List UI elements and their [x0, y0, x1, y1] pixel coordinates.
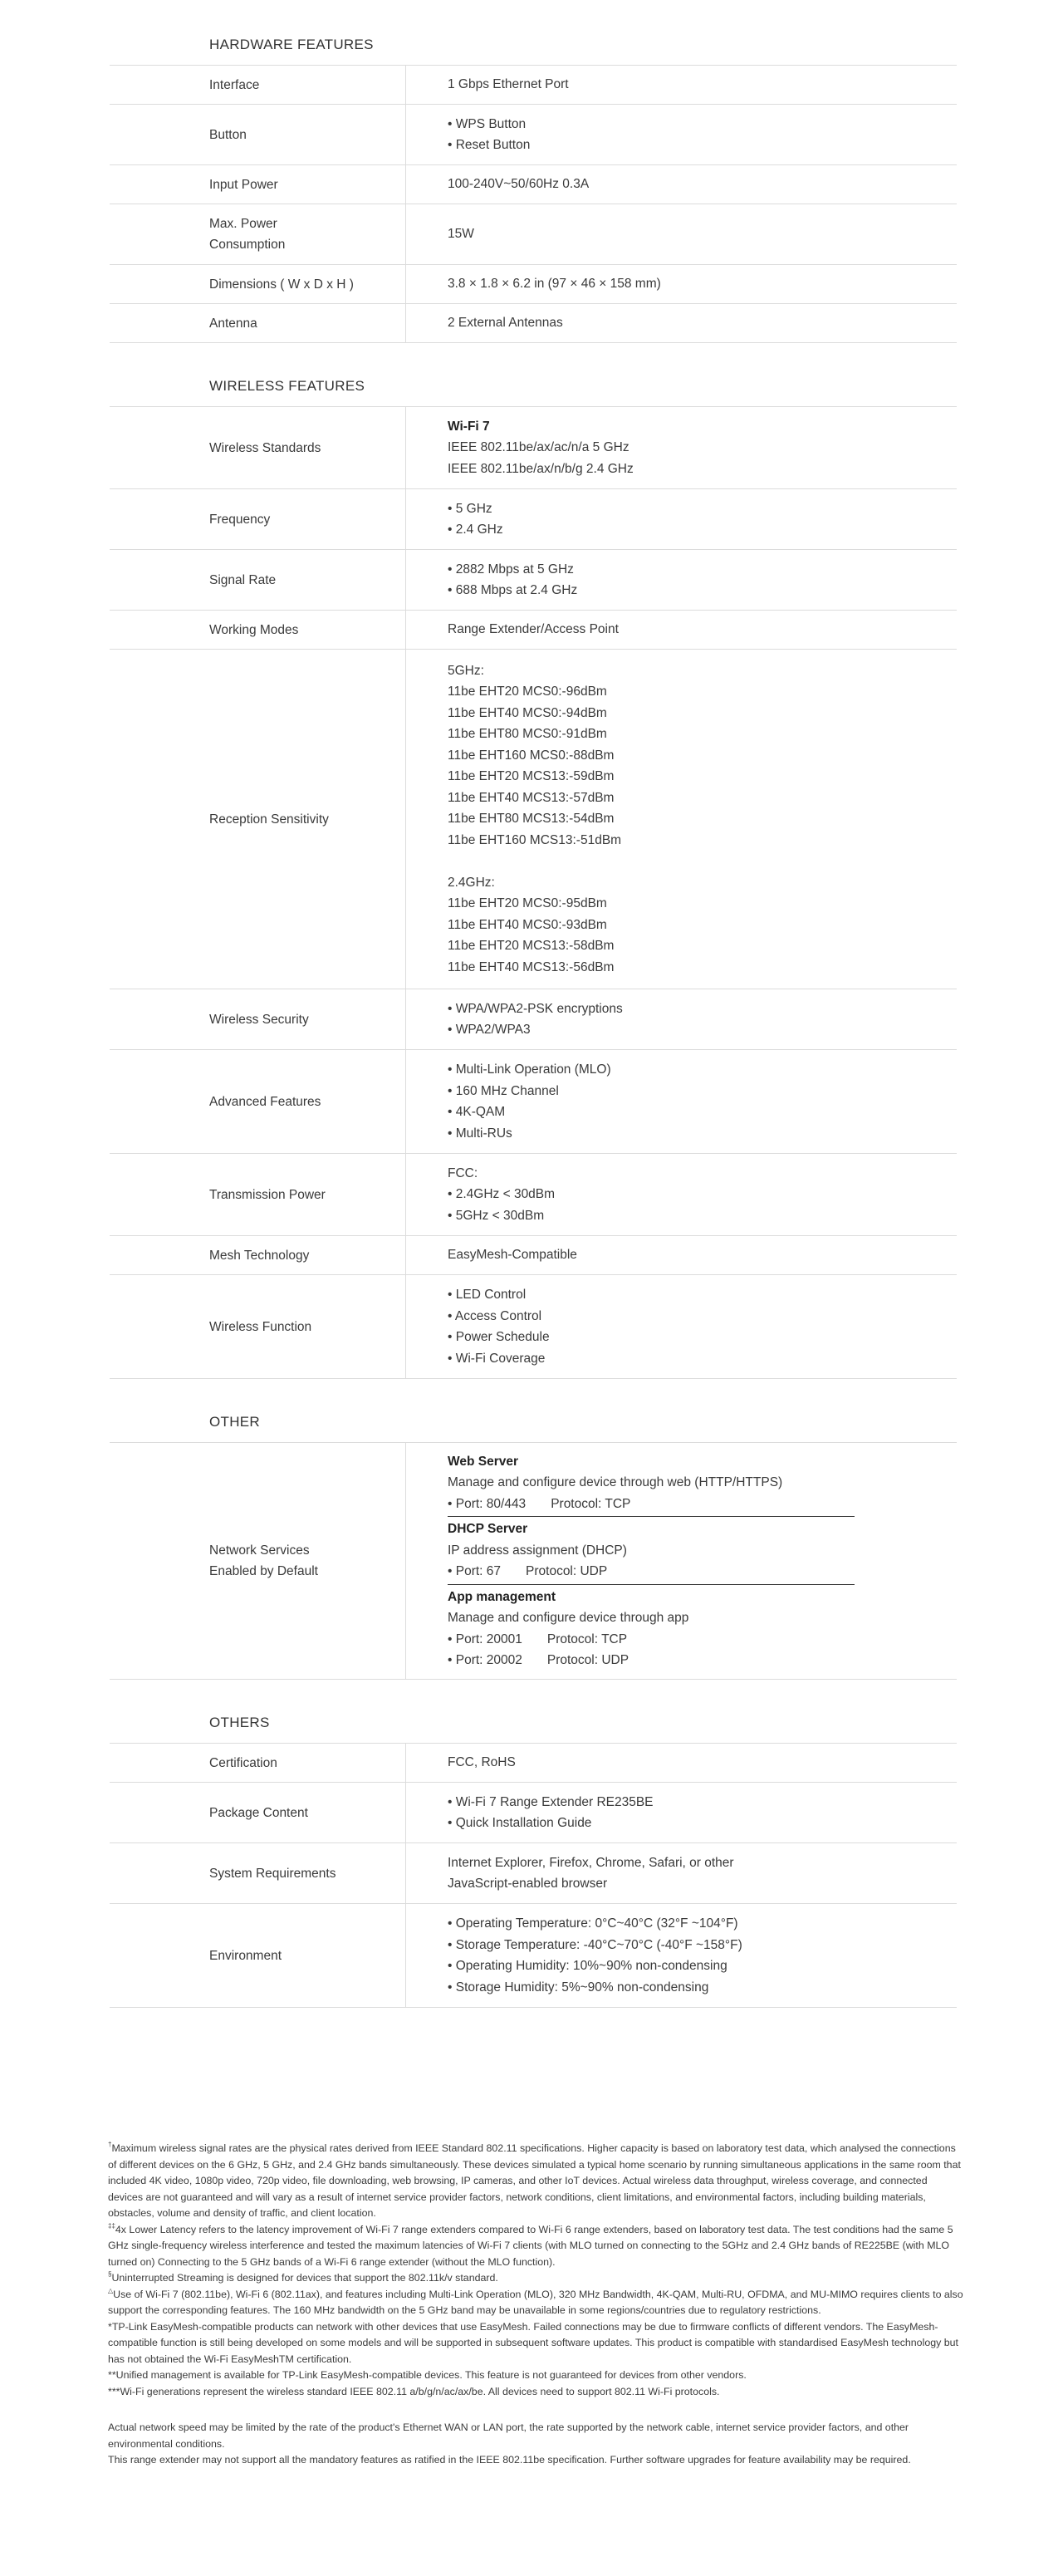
section-title: HARDWARE FEATURES: [209, 37, 374, 52]
footnote: ***Wi-Fi generations represent the wireless standard IEEE 802.11 a/b/g/n/ac/ax/be. All devices need to support 802.11 Wi-Fi protocols.: [108, 2385, 720, 2397]
spec-label: Input Power: [110, 165, 406, 204]
spec-row-network-services: [110, 1443, 957, 1680]
service-app-management: App management Manage and configure device through app • Port: 20001 Protocol: TCP • Port: 20002 Protocol: UDP: [448, 1589, 689, 1667]
divider: [448, 1516, 855, 1517]
spec-value: • WPS Button • Reset Button: [448, 116, 531, 152]
spec-value: Wi-Fi 7 IEEE 802.11be/ax/ac/n/a 5 GHz IEEE 802.11be/ax/n/b/g 2.4 GHz: [448, 419, 634, 476]
footnote: †Maximum wireless signal rates are the physical rates derived from IEEE Standard 802.11 specifications. Higher capacity is based on laboratory test data, which analysed the connections of different devices on the 6 GHz, 5 GHz, and 2.4 GHz bands simultaneously. These devices simulated a typical home scenario by running simultaneous applications in the same room that included 4K video, 1080p video, 720p video, file downloading, web browsing, IP cameras, and other IoT devices. Actual wireless data throughput, wireless coverage, and connected devices are not guaranteed and will vary as a result of internet service provider factors, network conditions, client limitations, and environmental factors, including building materials, obstacles, volume and density of traffic, and client location.: [108, 2141, 961, 2219]
spec-row-working-modes: [110, 611, 957, 650]
spec-row-wireless-security: [110, 989, 957, 1050]
spec-label: Certification: [110, 1744, 406, 1782]
spec-value: [406, 1443, 957, 1679]
spec-label: Dimensions ( W x D x H ): [110, 265, 406, 303]
spec-value: 15W: [448, 227, 474, 242]
spec-label: Interface: [110, 66, 406, 104]
spec-label: Wireless Standards: [110, 407, 406, 488]
spec-value: 100-240V~50/60Hz 0.3A: [448, 177, 590, 192]
spec-table: [110, 0, 957, 2008]
spec-value: FCC: • 2.4GHz < 30dBm • 5GHz < 30dBm: [448, 1165, 556, 1223]
footnote: △Use of Wi-Fi 7 (802.11be), Wi-Fi 6 (802.11ax), and features including Multi-Link Operation (MLO), 320 MHz Bandwidth, 4K-QAM, Multi-RU, OFDMA, and MU-MIMO requires clients to also support the corresponding features. The 160 MHz bandwidth on the 5 GHz band may be unavailable in some regions/countries due to regulatory restrictions.: [108, 2286, 963, 2316]
spec-value: • Operating Temperature: 0°C~40°C (32°F ~104°F) • Storage Temperature: -40°C~70°C (-40°F ~158°F) • Operating Humidity: 10%~90% non-condensing • Storage Humidity: 5%~90% non-condensing: [448, 1916, 742, 1995]
spec-row-wireless-standards: [110, 407, 957, 489]
spec-value: 5GHz: 11be EHT20 MCS0:-96dBm 11be EHT40 MCS0:-94dBm 11be EHT80 MCS0:-91dBm 11be EHT160 MCS0:-88dBm 11be EHT20 MCS13:-59dBm 11be EHT40 MCS13:-57dBm 11be EHT80 MCS13:-54dBm 11be EHT160 MCS13:-51dBm 2.4GHz: 11be EHT20 MCS0:-95dBm 11be EHT40 MCS0:-93dBm 11be EHT20 MCS13:-58dBm 11be EHT40 MCS13:-56dBm: [448, 663, 622, 974]
spec-label: Reception Sensitivity: [110, 650, 406, 989]
divider: [448, 1584, 855, 1585]
spec-row-package-content: [110, 1783, 957, 1843]
spec-label: Working Modes: [110, 611, 406, 649]
spec-label: Network Services Enabled by Default: [110, 1443, 406, 1679]
service-web-server: Web Server Manage and configure device through web (HTTP/HTTPS) • Port: 80/443 Protocol: TCP: [448, 1451, 855, 1519]
note: Actual network speed may be limited by the rate of the product's Ethernet WAN or LAN port, the rate supported by the network cable, internet service provider factors, and other environmental conditions.: [108, 2421, 909, 2450]
spec-row-advanced-features: [110, 1050, 957, 1154]
spec-value: Range Extender/Access Point: [448, 622, 619, 637]
section-other: [110, 1379, 957, 1680]
spec-label: Environment: [110, 1904, 406, 2007]
spec-value: FCC, RoHS: [448, 1755, 516, 1770]
spec-row-transmission-power: [110, 1154, 957, 1236]
spec-label: Wireless Function: [110, 1275, 406, 1378]
footnote: §Uninterrupted Streaming is designed for devices that support the 802.11k/v standard.: [108, 2270, 498, 2284]
spec-value: EasyMesh-Compatible: [448, 1248, 577, 1263]
spec-label: Signal Rate: [110, 550, 406, 610]
spec-label: System Requirements: [110, 1843, 406, 1903]
spec-value: Internet Explorer, Firefox, Chrome, Safari, or other JavaScript-enabled browser: [448, 1855, 734, 1891]
spec-value: 2 External Antennas: [448, 316, 563, 331]
spec-row-interface: [110, 66, 957, 105]
footnote: *TP-Link EasyMesh-compatible products can network with other devices that use EasyMesh. Failed connections may be due to firmware conflicts of different vendors. The EasyMesh-compatible function is still being developed on some models and will be supported in subsequent software updates. This product is compatible with standardised EasyMesh technology but has not obtained the Wi-Fi EasyMeshTM certification.: [108, 2320, 958, 2365]
spec-value: • 5 GHz • 2.4 GHz: [448, 501, 503, 537]
spec-row-button: [110, 105, 957, 165]
spec-label: Advanced Features: [110, 1050, 406, 1153]
section-wireless: [110, 343, 957, 1379]
section-others: [110, 1680, 957, 2008]
spec-row-environment: [110, 1904, 957, 2008]
spec-value: • WPA/WPA2-PSK encryptions • WPA2/WPA3: [448, 1001, 623, 1037]
spec-value: 3.8 × 1.8 × 6.2 in (97 × 46 × 158 mm): [448, 277, 661, 292]
footnote: **Unified management is available for TP-Link EasyMesh-compatible devices. This feature is not guaranteed for devices from other vendors.: [108, 2369, 747, 2381]
spec-row-input-power: [110, 165, 957, 204]
spec-row-system-requirements: [110, 1843, 957, 1904]
spec-row-reception-sensitivity: [110, 650, 957, 989]
spec-label: Frequency: [110, 489, 406, 549]
spec-row-dimensions: [110, 265, 957, 304]
section-title: WIRELESS FEATURES: [209, 378, 365, 394]
spec-label: Mesh Technology: [110, 1236, 406, 1274]
spec-value: • Multi-Link Operation (MLO) • 160 MHz Channel • 4K-QAM • Multi-RUs: [448, 1062, 611, 1141]
section-title: OTHERS: [209, 1715, 270, 1730]
service-dhcp-server: DHCP Server IP address assignment (DHCP) • Port: 67 Protocol: UDP: [448, 1519, 855, 1587]
spec-row-wireless-function: [110, 1275, 957, 1379]
footnote: ‡‡4x Lower Latency refers to the latency improvement of Wi-Fi 7 range extenders compared to Wi-Fi 6 range extenders, based on laboratory test data. The test conditions had the same 5 GHz single-frequency wireless interference and tested the maximum latencies of Wi-Fi 7 clients (with MLO turned on connecting to the 5GHz and 2.4 GHz bands of RE225BE (with MLO turned on) Connecting to the 5 GHz bands of a Wi-Fi 6 range extender (without the MLO function).: [108, 2221, 953, 2268]
spec-row-antenna: [110, 304, 957, 343]
spec-row-certification: [110, 1744, 957, 1783]
spec-value: 1 Gbps Ethernet Port: [448, 77, 569, 92]
spec-row-frequency: [110, 489, 957, 550]
spec-row-max-power: [110, 204, 957, 265]
spec-value: • LED Control • Access Control • Power Schedule • Wi-Fi Coverage: [448, 1288, 550, 1366]
spec-row-signal-rate: [110, 550, 957, 611]
spec-value: • Wi-Fi 7 Range Extender RE235BE • Quick Installation Guide: [448, 1794, 654, 1830]
spec-value: • 2882 Mbps at 5 GHz • 688 Mbps at 2.4 GHz: [448, 562, 578, 597]
spec-label: Antenna: [110, 304, 406, 342]
spec-label: Transmission Power: [110, 1154, 406, 1235]
spec-row-mesh-technology: [110, 1236, 957, 1275]
footnotes: [108, 2141, 963, 2469]
section-title: OTHER: [209, 1414, 260, 1430]
note: This range extender may not support all the mandatory features as ratified in the IEEE 802.11be specification. Further software upgrades for feature availability may be required.: [108, 2454, 911, 2466]
spec-label: Max. Power Consumption: [110, 204, 406, 264]
spec-label: Button: [110, 105, 406, 164]
spec-label: Wireless Security: [110, 989, 406, 1049]
spec-label: Package Content: [110, 1783, 406, 1842]
section-hardware: [110, 0, 957, 343]
